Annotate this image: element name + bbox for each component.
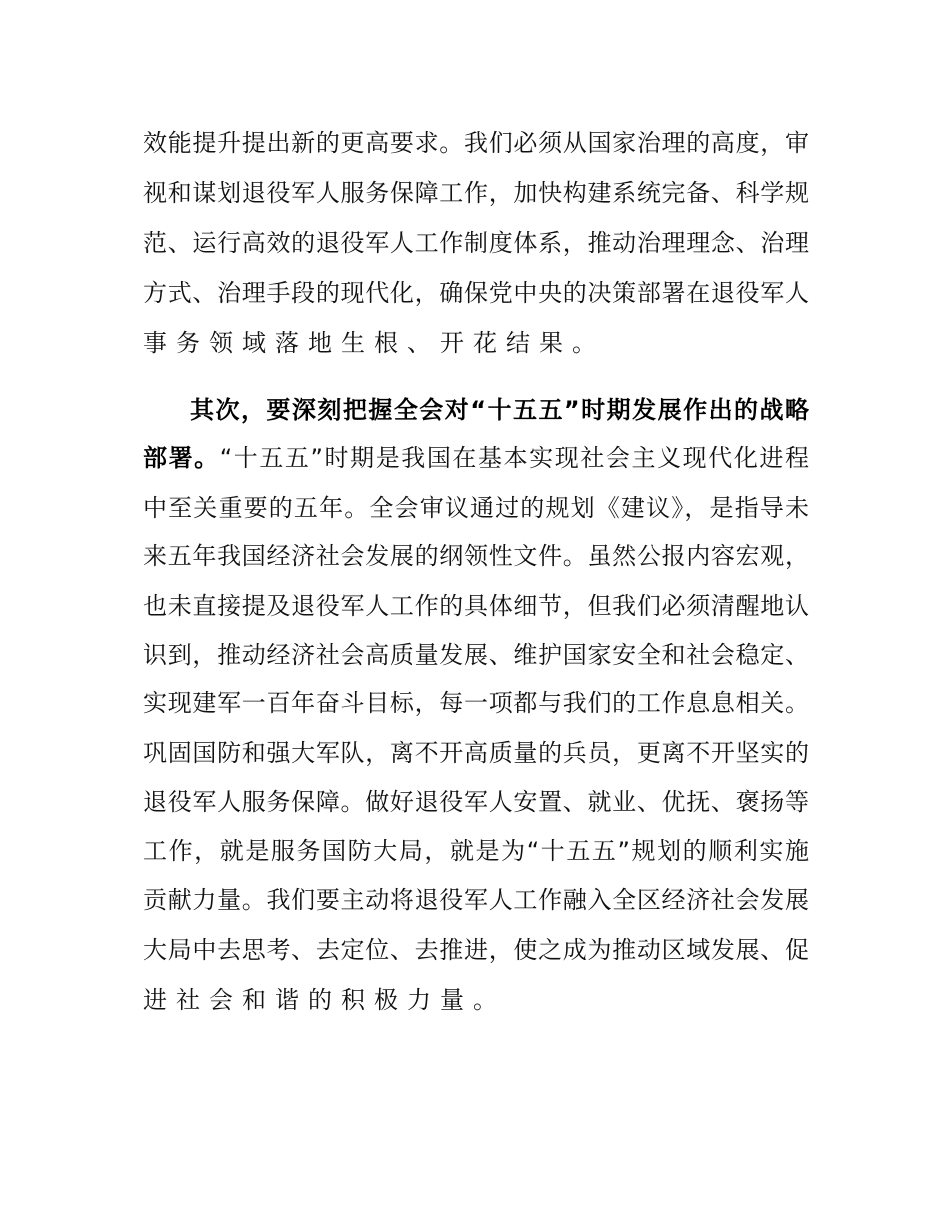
paragraph-line: 来五年我国经济社会发展的纲领性文件。虽然公报内容宏观，: [143, 542, 809, 570]
paragraph-line: 也未直接提及退役军人工作的具体细节，但我们必须清醒地认: [143, 592, 809, 620]
paragraph-line: 大局中去思考、去定位、去推进，使之成为推动区域发展、促: [143, 936, 809, 964]
paragraph-line: 巩固国防和强大军队，离不开高质量的兵员，更离不开坚实的: [143, 739, 809, 767]
paragraph-heading-line: 其次，要深刻把握全会对“十五五”时期发展作出的战略: [190, 396, 809, 424]
paragraph-heading-end: 部署。: [143, 444, 220, 472]
paragraph-line: 实现建军一百年奋斗目标，每一项都与我们的工作息息相关。: [143, 689, 809, 717]
paragraph-line: 工作，就是服务国防大局，就是为“十五五”规划的顺利实施: [143, 837, 809, 865]
paragraph-line: 范、运行高效的退役军人工作制度体系，推动治理理念、治理: [143, 229, 809, 257]
paragraph-line: 进社会和谐的积极力量。: [143, 986, 506, 1014]
paragraph-line: 方式、治理手段的现代化，确保党中央的决策部署在退役军人: [143, 279, 809, 307]
paragraph-line-rest: “十五五”时期是我国在基本实现社会主义现代化进程: [219, 444, 809, 472]
paragraph-line: 视和谋划退役军人服务保障工作，加快构建系统完备、科学规: [143, 179, 809, 207]
paragraph-line: 识到，推动经济社会高质量发展、维护国家安全和社会稳定、: [143, 641, 809, 669]
paragraph-line-mixed: [143, 441, 809, 475]
paragraph-line: 退役军人服务保障。做好退役军人安置、就业、优抚、褒扬等: [143, 788, 809, 816]
paragraph-line: 中至关重要的五年。全会审议通过的规划《建议》，是指导未: [143, 494, 809, 522]
paragraph-line: 贡献力量。我们要主动将退役军人工作融入全区经济社会发展: [143, 886, 809, 914]
paragraph-line: 效能提升提出新的更高要求。我们必须从国家治理的高度，审: [143, 129, 809, 157]
paragraph-line: 事务领域落地生根、开花结果。: [143, 329, 605, 357]
